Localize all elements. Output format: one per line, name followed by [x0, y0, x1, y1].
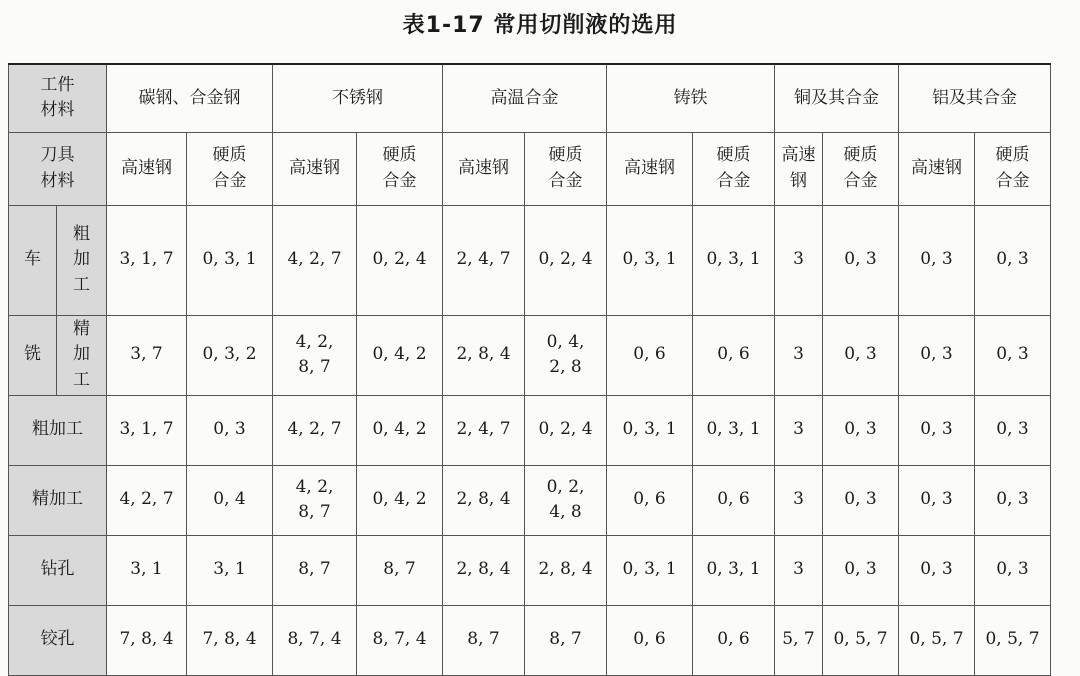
value-cell: 0, 3, 1 [607, 205, 693, 315]
value-cell: 0, 3, 1 [607, 395, 693, 465]
tool-header-cell: 硬质 合金 [525, 132, 607, 205]
tool-header-cell: 硬质 合金 [693, 132, 775, 205]
value-cell: 0, 3 [975, 205, 1051, 315]
value-cell: 0, 5, 7 [823, 605, 899, 675]
table-row [9, 465, 1051, 535]
row-label: 精加工 [9, 465, 107, 535]
value-cell: 2, 8, 4 [443, 465, 525, 535]
value-cell: 3, 1 [187, 535, 273, 605]
value-cell: 0, 3 [823, 205, 899, 315]
table-title: 表1-17 常用切削液的选用 [402, 13, 678, 38]
value-cell: 0, 3 [823, 535, 899, 605]
tool-header-cell: 硬质 合金 [357, 132, 443, 205]
value-cell: 0, 3 [187, 395, 273, 465]
tool-header-cell: 硬质 合金 [823, 132, 899, 205]
value-cell: 0, 3 [899, 535, 975, 605]
cutting-fluid-table [8, 63, 1051, 676]
tool-header-cell: 高速钢 [273, 132, 357, 205]
tool-header-row [9, 132, 1051, 205]
tool-header-cell: 硬质 合金 [975, 132, 1051, 205]
value-cell: 0, 6 [607, 605, 693, 675]
value-cell: 8, 7 [443, 605, 525, 675]
value-cell: 3, 1 [107, 535, 187, 605]
value-cell: 8, 7 [273, 535, 357, 605]
value-cell: 2, 8, 4 [443, 315, 525, 395]
table-row [9, 315, 1051, 395]
tool-header-cell: 高速钢 [899, 132, 975, 205]
workpiece-material-header: 工件 材料 [9, 64, 107, 132]
value-cell: 0, 3 [899, 205, 975, 315]
value-cell: 5, 7 [775, 605, 823, 675]
value-cell: 0, 3 [975, 395, 1051, 465]
value-cell: 7, 8, 4 [187, 605, 273, 675]
value-cell: 0, 3, 1 [187, 205, 273, 315]
value-cell: 3 [775, 315, 823, 395]
value-cell: 0, 3, 1 [693, 205, 775, 315]
value-cell: 7, 8, 4 [107, 605, 187, 675]
sub-label-finish: 精 加 工 [57, 315, 107, 395]
value-cell: 0, 4 [187, 465, 273, 535]
value-cell: 2, 8, 4 [525, 535, 607, 605]
value-cell: 3, 1, 7 [107, 395, 187, 465]
value-cell: 0, 3, 1 [607, 535, 693, 605]
material-header-cell: 高温合金 [443, 64, 607, 132]
value-cell: 3, 7 [107, 315, 187, 395]
sub-label-rough: 粗 加 工 [57, 205, 107, 315]
value-cell: 0, 3 [823, 395, 899, 465]
table-row [9, 395, 1051, 465]
value-cell: 0, 4, 2 [357, 395, 443, 465]
value-cell: 0, 5, 7 [899, 605, 975, 675]
tool-header-cell: 高速钢 [107, 132, 187, 205]
value-cell: 3 [775, 465, 823, 535]
value-cell: 0, 6 [693, 465, 775, 535]
row-label: 粗加工 [9, 395, 107, 465]
value-cell: 8, 7 [525, 605, 607, 675]
value-cell: 2, 4, 7 [443, 395, 525, 465]
value-cell: 4, 2, 7 [107, 465, 187, 535]
op-label-xi: 铣 [9, 315, 57, 395]
material-header-row [9, 64, 1051, 132]
value-cell: 3 [775, 395, 823, 465]
value-cell: 0, 2, 4 [525, 205, 607, 315]
value-cell: 4, 2, 8, 7 [273, 315, 357, 395]
value-cell: 0, 6 [607, 465, 693, 535]
value-cell: 0, 3, 2 [187, 315, 273, 395]
tool-header-cell: 硬质 合金 [187, 132, 273, 205]
value-cell: 8, 7 [357, 535, 443, 605]
value-cell: 0, 3 [975, 315, 1051, 395]
value-cell: 0, 4, 2 [357, 465, 443, 535]
value-cell: 0, 2, 4, 8 [525, 465, 607, 535]
row-label: 钻孔 [9, 535, 107, 605]
value-cell: 2, 4, 7 [443, 205, 525, 315]
material-header-cell: 铜及其合金 [775, 64, 899, 132]
value-cell: 0, 2, 4 [525, 395, 607, 465]
table-row [9, 205, 1051, 315]
material-header-cell: 碳钢、合金钢 [107, 64, 273, 132]
material-header-cell: 不锈钢 [273, 64, 443, 132]
value-cell: 2, 8, 4 [443, 535, 525, 605]
value-cell: 0, 3, 1 [693, 395, 775, 465]
tool-header-cell: 高速钢 [607, 132, 693, 205]
value-cell: 3 [775, 205, 823, 315]
value-cell: 0, 2, 4 [357, 205, 443, 315]
tool-header-cell: 高速钢 [443, 132, 525, 205]
value-cell: 8, 7, 4 [273, 605, 357, 675]
value-cell: 0, 3 [899, 315, 975, 395]
row-label: 铰孔 [9, 605, 107, 675]
value-cell: 0, 3 [975, 535, 1051, 605]
value-cell: 0, 4, 2 [357, 315, 443, 395]
value-cell: 3, 1, 7 [107, 205, 187, 315]
table-row [9, 605, 1051, 675]
value-cell: 0, 3 [823, 315, 899, 395]
value-cell: 8, 7, 4 [357, 605, 443, 675]
value-cell: 0, 3, 1 [693, 535, 775, 605]
material-header-cell: 铝及其合金 [899, 64, 1051, 132]
value-cell: 0, 3 [899, 395, 975, 465]
value-cell: 0, 4, 2, 8 [525, 315, 607, 395]
tool-header-cell: 高速 钢 [775, 132, 823, 205]
tool-material-header: 刀具 材料 [9, 132, 107, 205]
value-cell: 0, 3 [975, 465, 1051, 535]
value-cell: 3 [775, 535, 823, 605]
value-cell: 0, 6 [607, 315, 693, 395]
value-cell: 4, 2, 8, 7 [273, 465, 357, 535]
value-cell: 0, 3 [899, 465, 975, 535]
value-cell: 0, 5, 7 [975, 605, 1051, 675]
value-cell: 4, 2, 7 [273, 395, 357, 465]
value-cell: 0, 6 [693, 315, 775, 395]
value-cell: 0, 3 [823, 465, 899, 535]
op-label-che: 车 [9, 205, 57, 315]
value-cell: 4, 2, 7 [273, 205, 357, 315]
material-header-cell: 铸铁 [607, 64, 775, 132]
table-row [9, 535, 1051, 605]
value-cell: 0, 6 [693, 605, 775, 675]
